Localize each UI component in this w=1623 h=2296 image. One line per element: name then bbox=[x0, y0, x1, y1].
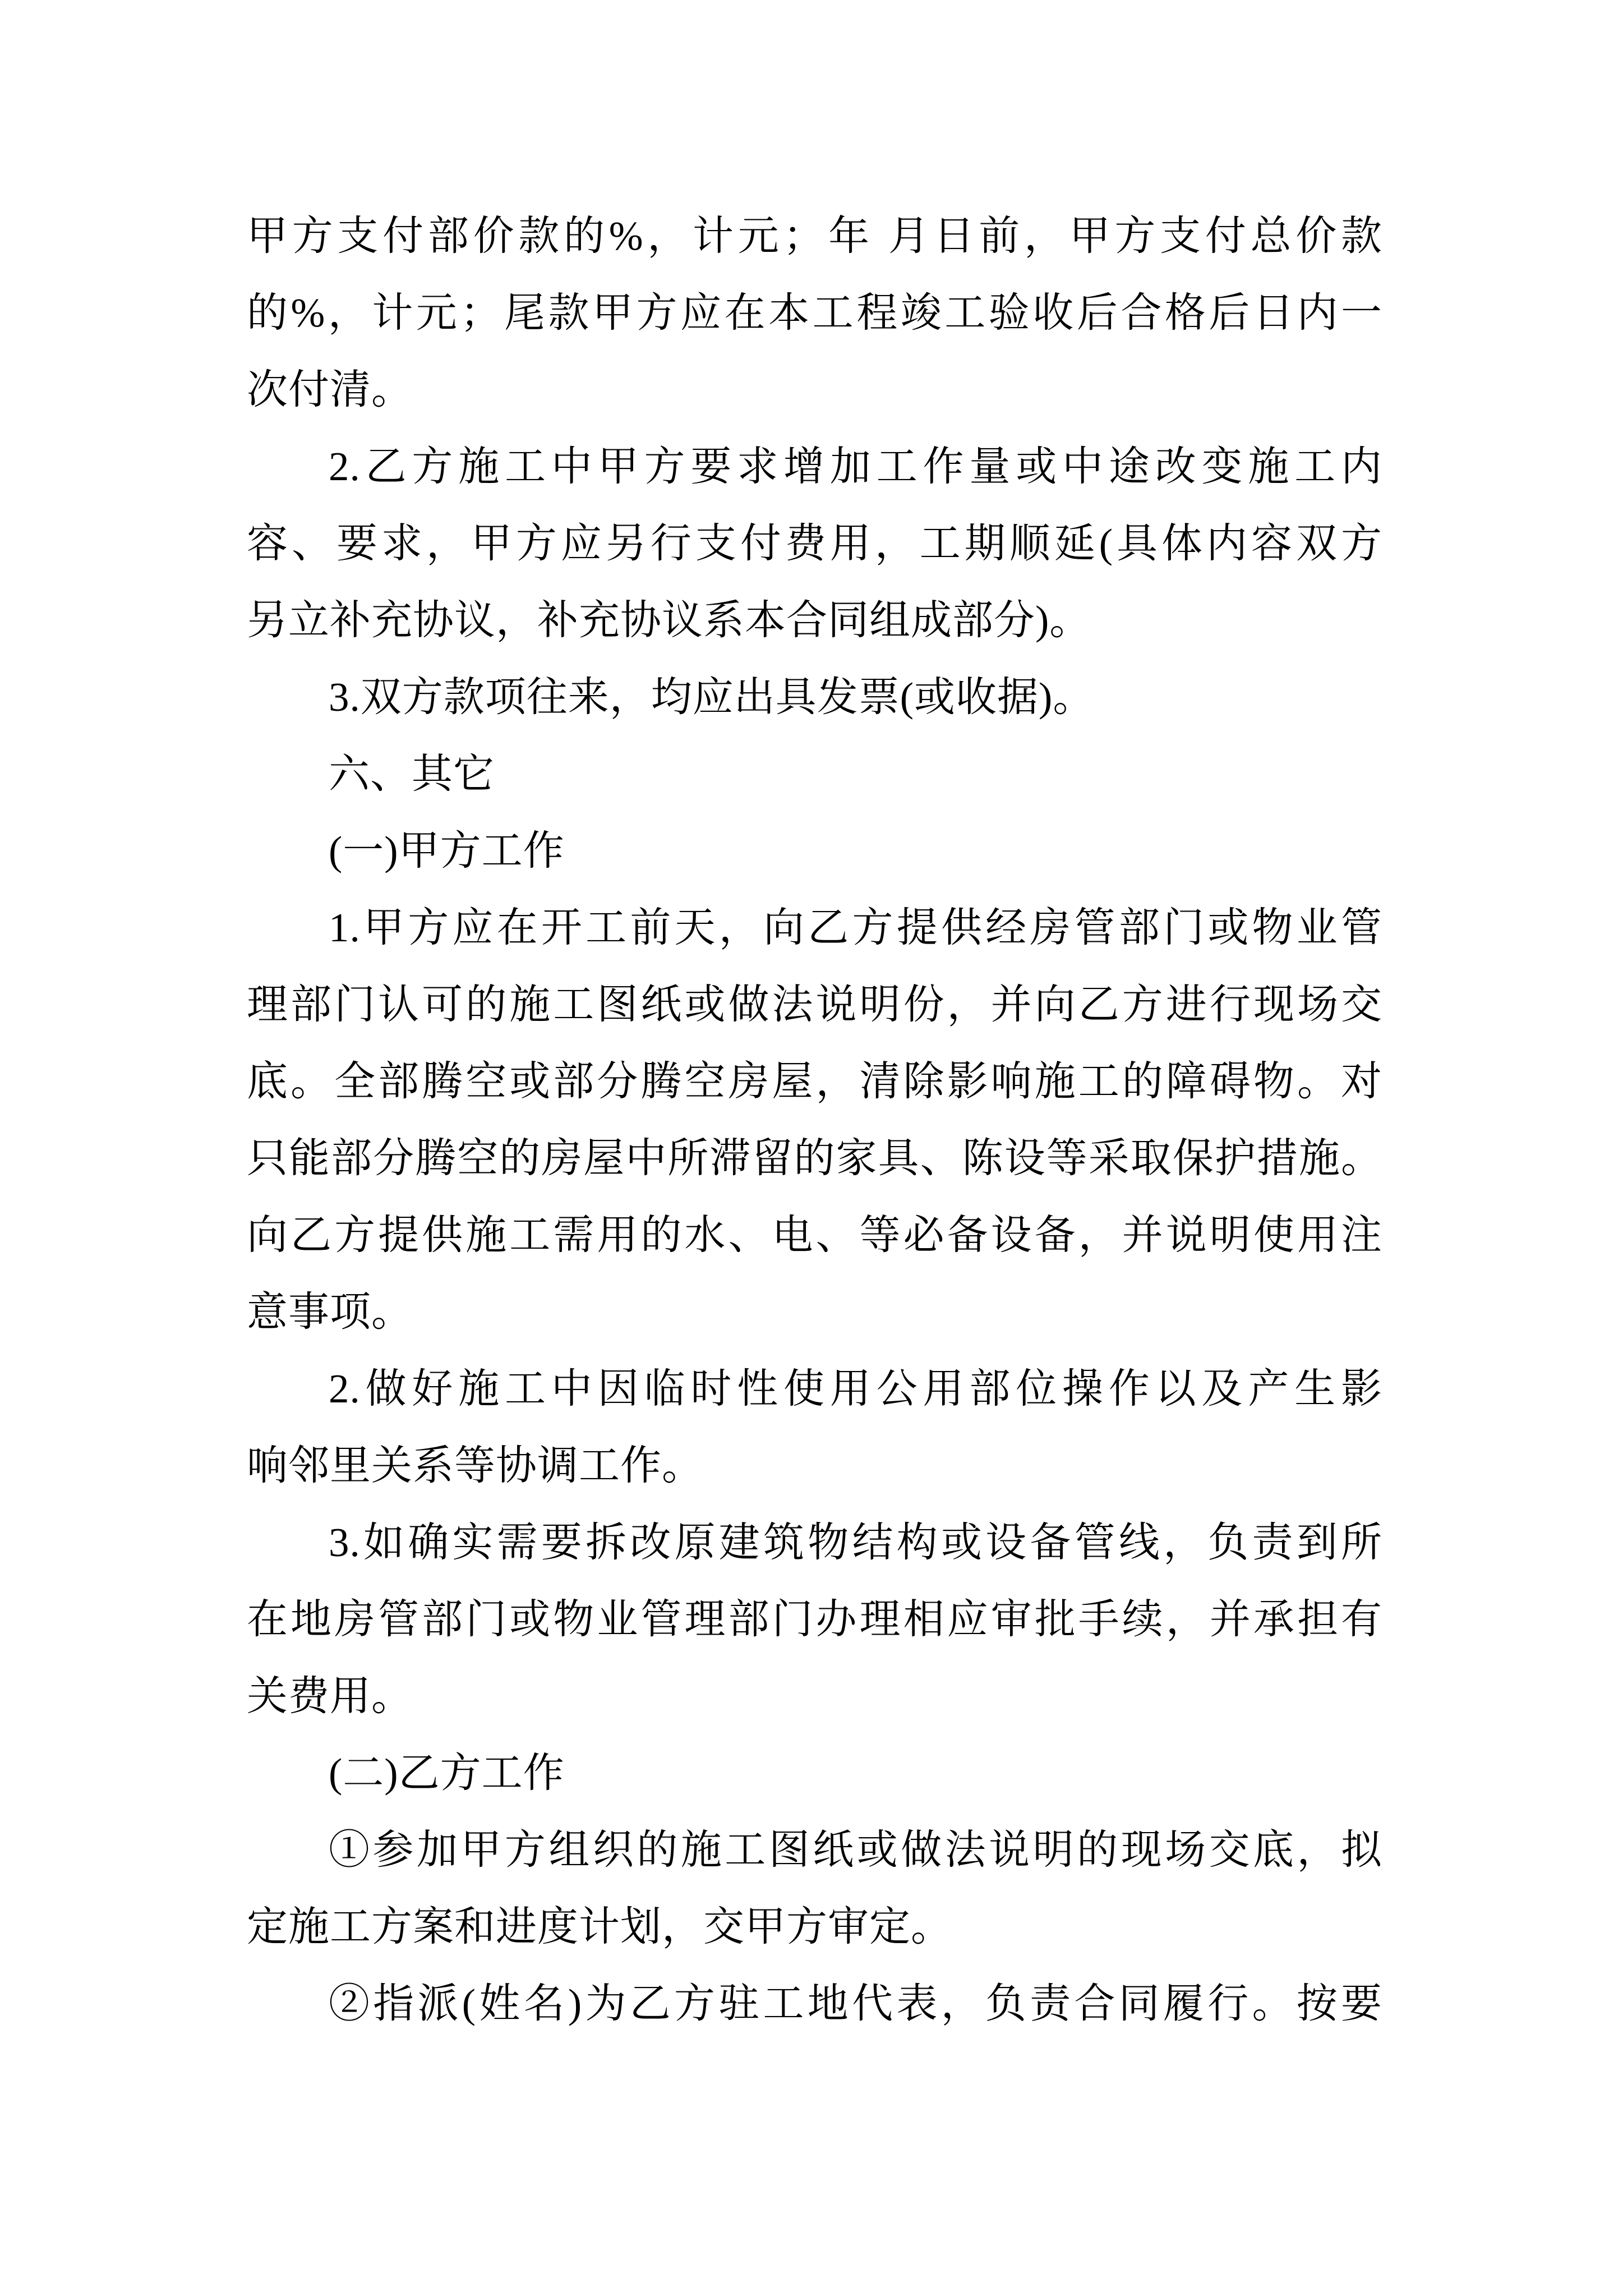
text-line: 底。全部腾空或部分腾空房屋，清除影响施工的障碍物。对 bbox=[247, 1059, 1382, 1104]
text-line: 容、要求，甲方应另行支付费用，工期顺延(具体内容双方 bbox=[247, 521, 1382, 566]
text-line: 在地房管部门或物业管理部门办理相应审批手续，并承担有 bbox=[247, 1596, 1382, 1642]
text-line: 意事项。 bbox=[247, 1289, 413, 1335]
text-line: 定施工方案和进度计划，交甲方审定。 bbox=[247, 1904, 952, 1949]
text-line: 向乙方提供施工需用的水、电、等必备设备，并说明使用注 bbox=[247, 1212, 1382, 1258]
text-line: 六、其它 bbox=[329, 751, 495, 797]
text-line: 另立补充协议，补充协议系本合同组成部分)。 bbox=[247, 597, 1091, 643]
text-line: 3.双方款项往来，均应出具发票(或收据)。 bbox=[329, 674, 1095, 720]
text-line: 理部门认可的施工图纸或做法说明份，并向乙方进行现场交 bbox=[247, 982, 1382, 1027]
text-line: 2.做好施工中因临时性使用公用部位操作以及产生影 bbox=[329, 1366, 1382, 1411]
text-line: 1.甲方应在开工前天，向乙方提供经房管部门或物业管 bbox=[329, 905, 1382, 950]
text-line: 3.如确实需要拆改原建筑物结构或设备管线，负责到所 bbox=[329, 1520, 1382, 1565]
text-column bbox=[247, 197, 1382, 2042]
text-line: 甲方支付部价款的%，计元；年 月日前，甲方支付总价款 bbox=[247, 213, 1382, 259]
text-line: (一)甲方工作 bbox=[329, 828, 565, 873]
text-line: 2.乙方施工中甲方要求增加工作量或中途改变施工内 bbox=[329, 444, 1382, 489]
text-line: 关费用。 bbox=[247, 1673, 413, 1719]
text-line: 只能部分腾空的房屋中所滞留的家具、陈设等采取保护措施。 bbox=[247, 1135, 1382, 1181]
text-line: 的%，计元；尾款甲方应在本工程竣工验收后合格后日内一 bbox=[247, 290, 1382, 335]
text-line: ②指派(姓名)为乙方驻工地代表，负责合同履行。按要 bbox=[329, 1981, 1382, 2026]
text-line: 响邻里关系等协调工作。 bbox=[247, 1443, 703, 1488]
text-line: 次付清。 bbox=[247, 367, 413, 412]
text-line: ①参加甲方组织的施工图纸或做法说明的现场交底，拟 bbox=[329, 1827, 1382, 1872]
text-line: (二)乙方工作 bbox=[329, 1750, 565, 1796]
